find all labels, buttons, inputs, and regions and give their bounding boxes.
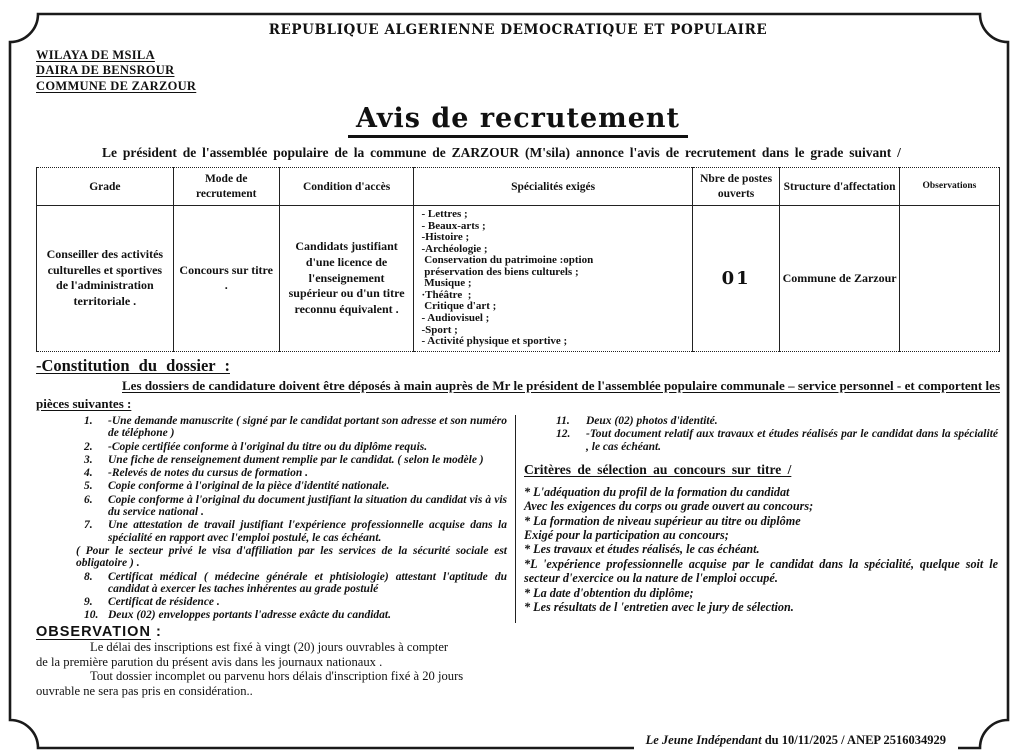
observation-line: Le délai des inscriptions est fixé à vingt (20) jours ouvrables à compter — [90, 639, 449, 654]
criteria-heading: Critères de sélection au concours sur titre / — [524, 461, 792, 477]
observation-line: Tout dossier incomplet ou parvenu hors délais d'inscription fixé à 20 jours — [90, 669, 464, 684]
constitution-heading: -Constitution du dossier : — [36, 355, 230, 375]
specialite-line: Musique ; — [421, 277, 472, 290]
observation-line: de la première parution du présent avis dans les journaux nationaux . — [36, 654, 383, 669]
criteria-line: * L'adéquation du profil de la formation du candidat — [524, 484, 790, 499]
table-header-row — [37, 168, 1000, 206]
list-item-note: ( Pour le secteur privé le visa d'affiliation par les services de la sécurité sociale est obligatoire ) . — [76, 544, 507, 570]
specialite-line: Critique d'art ; — [421, 300, 497, 313]
list-item: 1. -Une demande manuscrite ( signé par le candidat portant son adresse et son numéro de téléphone ) — [84, 415, 508, 440]
column-header-structure: Structure d'affectation — [780, 168, 899, 206]
recruitment-table — [36, 167, 1000, 351]
cell-condition: Candidats justifiant d'une licence de l'enseignement supérieur ou d'un titre reconnu équivalent . — [279, 206, 414, 352]
observation-paragraph — [36, 640, 681, 699]
dossier-items-left-column — [36, 415, 516, 623]
list-item: 6. Copie conforme à l'original du document justifiant la situation du candidat vis à vis du service national . — [84, 493, 507, 519]
column-header-grade: Grade — [37, 168, 174, 206]
criteria-line: Avec les exigences du corps ou grade ouvert au concours; — [524, 499, 814, 514]
column-header-postes: Nbre de postes ouverts — [692, 168, 780, 206]
postes-count: 01 — [721, 267, 751, 289]
publication-footer: Le Jeune Indépendant du 10/11/2025 / ANEP 2516034929 — [634, 733, 958, 751]
specialite-line: - Beaux-arts ; — [421, 219, 486, 232]
list-item: 12. -Tout document relatif aux travaux et études réalisés par le candidat dans la spécialité , le cas échéant. — [556, 428, 998, 453]
constitution-intro: Les dossiers de candidature doivent être déposés à main auprès de Mr le président de l'assemblée populaire communale – service personnel - et comportent les pièces suivantes : — [36, 377, 1000, 411]
criteria-line: * La formation de niveau supérieur au titre ou diplôme — [524, 513, 801, 528]
list-item: 11. Deux (02) photos d'identité. — [556, 415, 718, 427]
list-item: 10. Deux (02) enveloppes portants l'adresse exâcte du candidat. — [84, 609, 392, 622]
authority-line-commune: COMMUNE DE ZARZOUR — [36, 78, 197, 93]
page-title: Avis de recrutement — [348, 103, 688, 138]
specialite-line: préservation des biens culturels ; — [421, 265, 579, 278]
cell-specialites — [414, 206, 692, 352]
cell-postes — [692, 206, 780, 352]
criteria-line: Exigé pour la participation au concours; — [524, 528, 729, 543]
column-header-observations: Observations — [899, 168, 999, 206]
two-column-lists — [36, 415, 1000, 623]
cell-observations — [899, 206, 999, 352]
country-header: REPUBLIQUE ALGERIENNE DEMOCRATIQUE ET POPULAIRE — [268, 22, 768, 38]
observation-line: ouvrable ne sera pas pris en considération.. — [36, 684, 253, 699]
observation-heading: OBSERVATION : — [36, 623, 162, 640]
right-column — [516, 415, 1000, 623]
list-item: 9. Certificat de résidence . — [84, 596, 220, 609]
specialite-line: - Lettres ; — [421, 208, 468, 221]
issuing-authority-block — [36, 48, 1000, 94]
list-item: 8. Certificat médical ( médecine générale et phtisiologie) attestant l'aptitude du candidat à exercer les taches inhérentes au grade postulé — [84, 570, 507, 595]
intro-paragraph: Le président de l'assemblée populaire de la commune de ZARZOUR (M'sila) annonce l'avis de recrutement dans le grade suivant / — [102, 144, 901, 160]
column-header-condition: Condition d'accès — [279, 168, 414, 206]
list-item: 5. Copie conforme à l'original de la pièce d'identité nationale. — [84, 480, 390, 493]
column-header-specialites: Spécialités exigés — [414, 168, 692, 206]
criteria-line: * La date d'obtention du diplôme; — [524, 585, 694, 600]
cell-structure: Commune de Zarzour — [780, 206, 899, 352]
criteria-line: * Les résultats de l 'entretien avec le jury de sélection. — [524, 600, 794, 615]
specialite-line: - Audiovisuel ; — [421, 311, 490, 324]
specialite-line: Conservation du patrimoine :option — [421, 254, 594, 267]
document-content — [36, 22, 1000, 699]
list-item: 3. Une fiche de renseignement dument remplie par le candidat. ( selon le modèle ) — [84, 453, 484, 466]
cell-mode: Concours sur titre . — [173, 206, 279, 352]
title-wrap — [36, 103, 1000, 138]
authority-line-daira: DAIRA DE BENSROUR — [36, 63, 175, 78]
table-row — [37, 206, 1000, 352]
list-item: 4. -Relevés de notes du cursus de formation . — [84, 467, 308, 480]
list-item: 2. -Copie certifiée conforme à l'original du titre ou du diplôme requis. — [84, 440, 428, 453]
specialite-line: -Histoire ; — [421, 231, 470, 244]
specialite-line: -Sport ; — [421, 323, 458, 336]
authority-line-wilaya: WILAYA DE MSILA — [36, 48, 155, 62]
column-header-mode: Mode de recrutement — [173, 168, 279, 206]
specialite-line: -Archéologie ; — [421, 242, 488, 255]
criteria-line: *L 'expérience professionnelle acquise par le candidat dans la spécialité, quelque soit le secteur d'exercice ou la nature de l'emploi occupé. — [524, 556, 998, 586]
specialite-line: - Activité physique et sportive ; — [421, 335, 568, 348]
criteria-line: * Les travaux et études réalisés, le cas échéant. — [524, 542, 760, 557]
specialite-line: ·Théâtre ; — [421, 288, 472, 301]
cell-grade: Conseiller des activités culturelles et sportives de l'administration territoriale . — [37, 206, 174, 352]
list-item: 7. Une attestation de travail justifiant l'expérience professionnelle acquise dans la spécialité en rapport avec l'emploi postulé, le cas échéant. — [84, 519, 507, 544]
